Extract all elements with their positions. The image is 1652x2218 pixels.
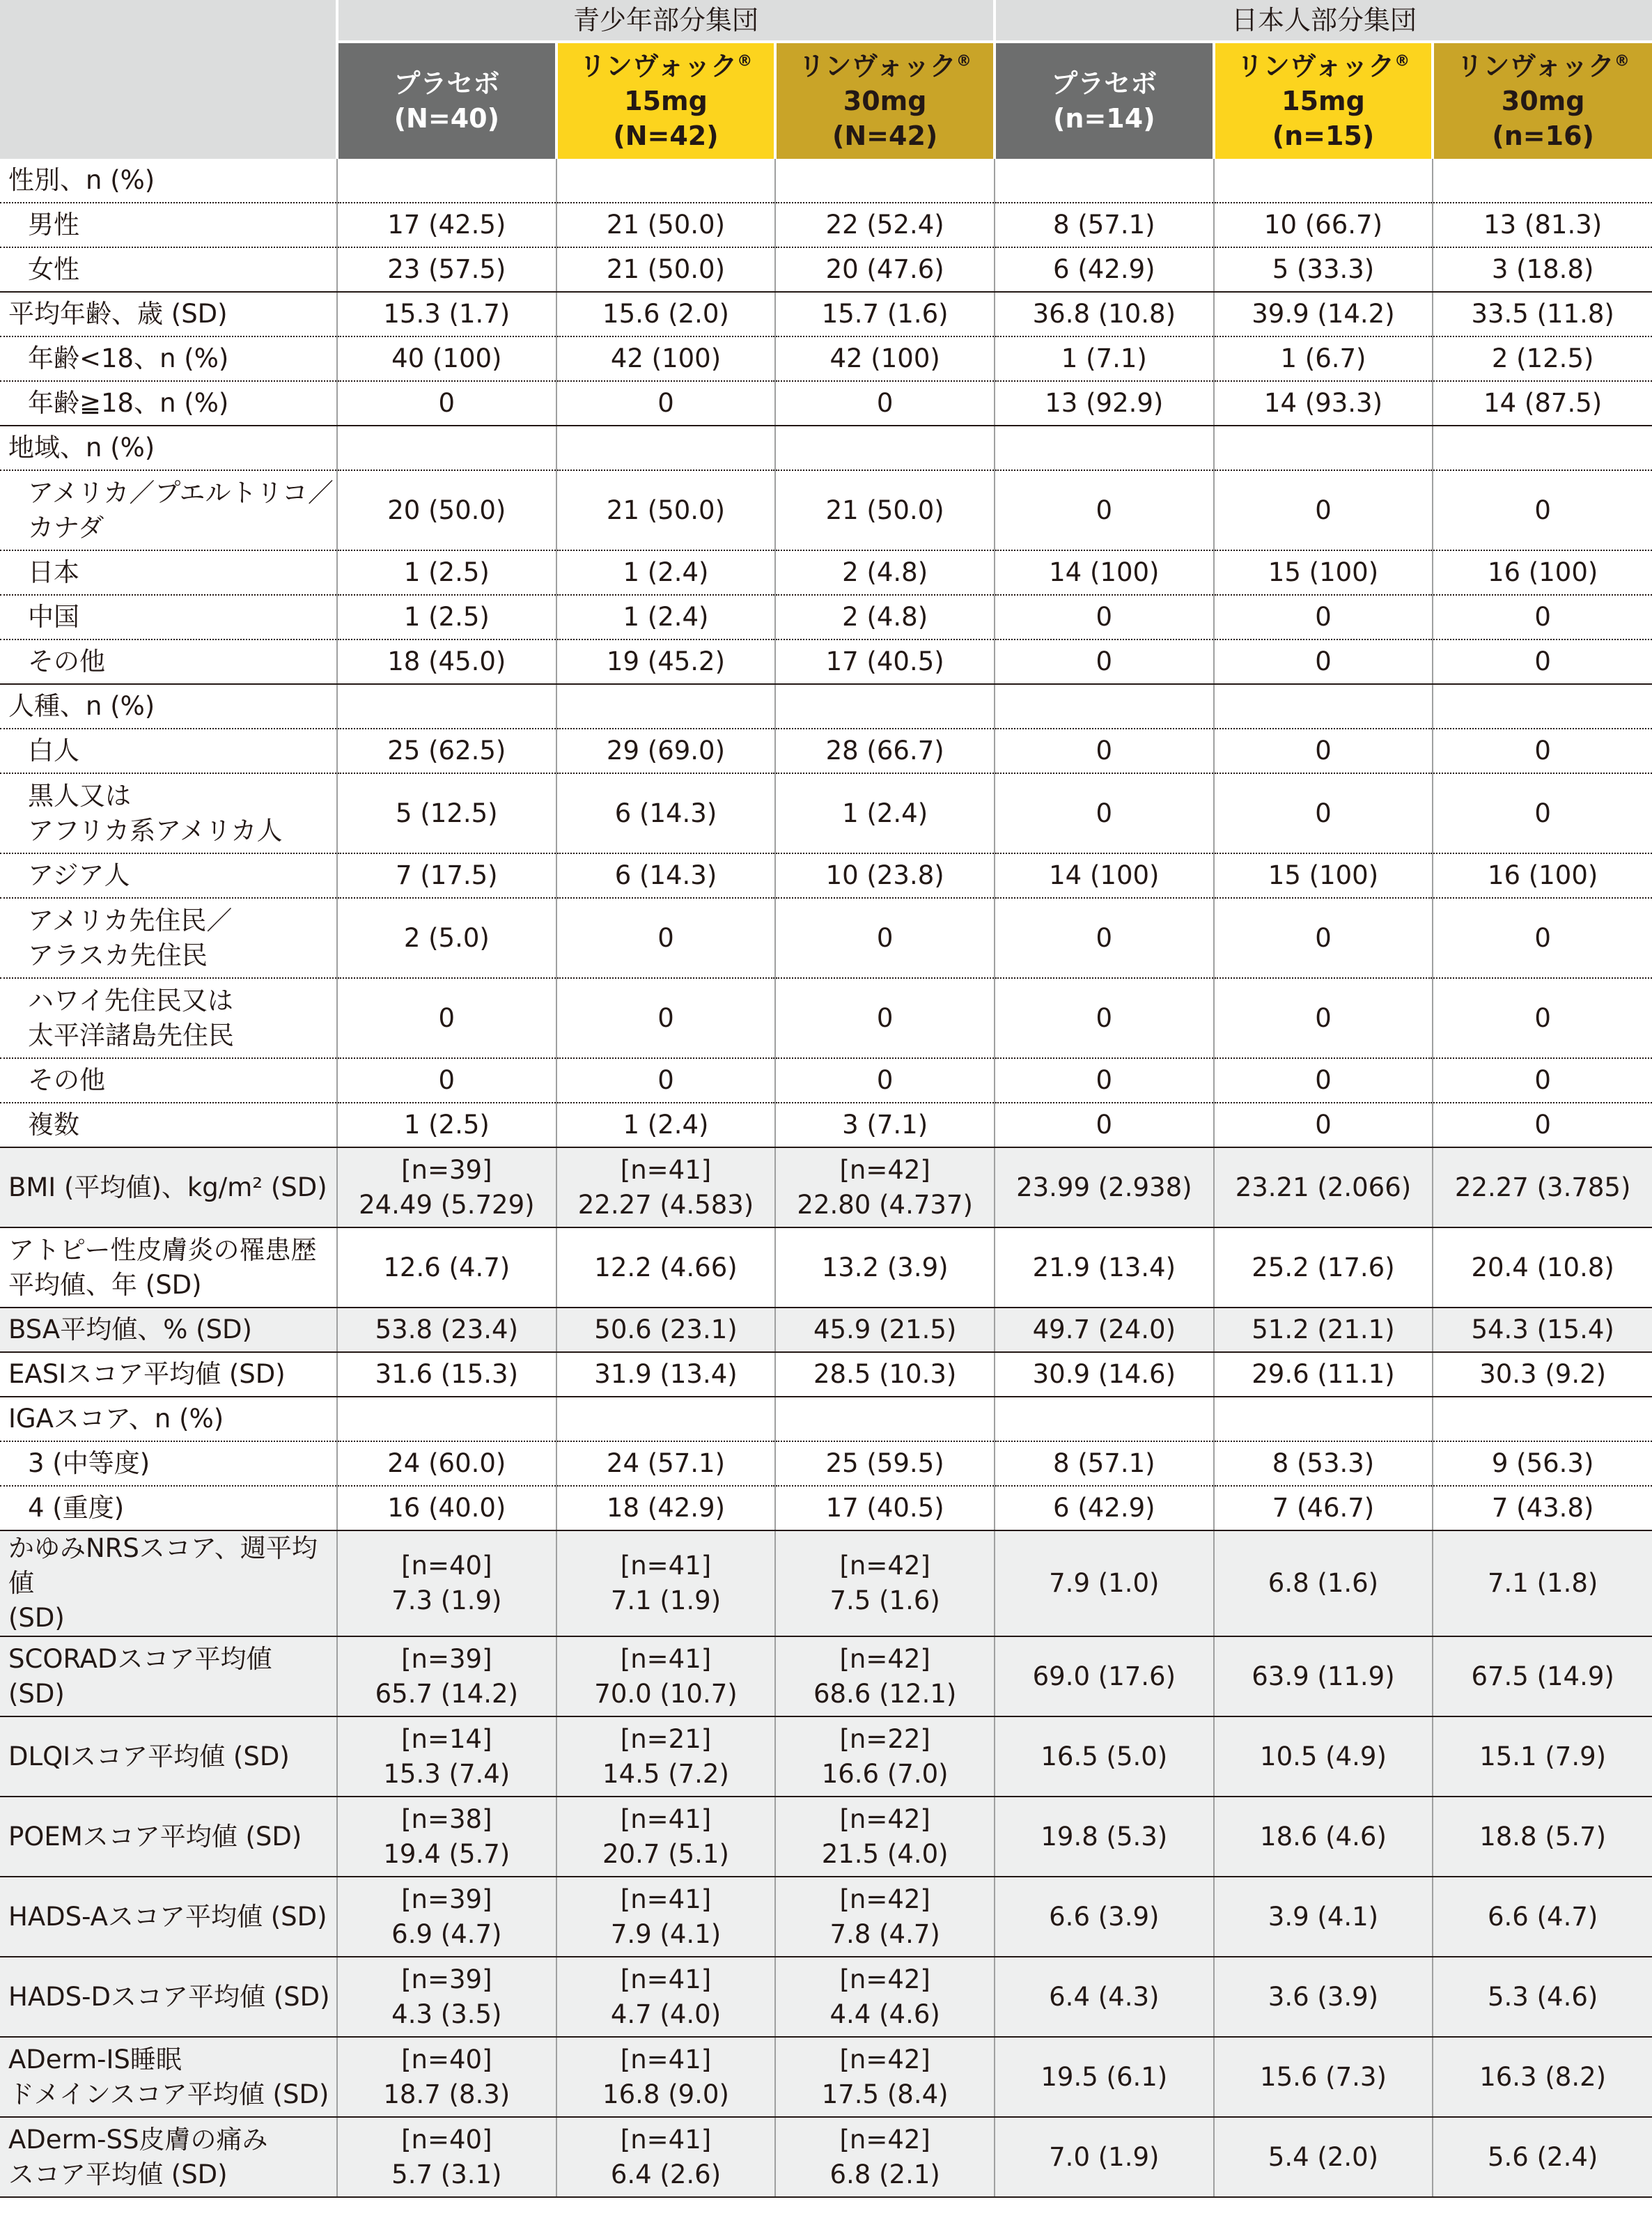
table-cell: 0 bbox=[1433, 978, 1652, 1058]
table-cell: 19.8 (5.3) bbox=[995, 1797, 1214, 1877]
table-cell bbox=[337, 426, 556, 470]
table-cell: 13 (92.9) bbox=[995, 381, 1214, 426]
table-cell: [n=42] 21.5 (4.0) bbox=[775, 1797, 995, 1877]
row-label: アメリカ／プエルトリコ／ カナダ bbox=[0, 470, 337, 550]
table-cell: 10.5 (4.9) bbox=[1214, 1716, 1433, 1797]
table-cell: 7 (17.5) bbox=[337, 853, 556, 898]
table-cell: 7 (43.8) bbox=[1433, 1486, 1652, 1530]
column-header-2 bbox=[556, 42, 776, 159]
row-label: POEMスコア平均値 (SD) bbox=[0, 1797, 337, 1877]
row-label: 平均年齢、歳 (SD) bbox=[0, 292, 337, 336]
table-cell: [n=21] 14.5 (7.2) bbox=[556, 1716, 776, 1797]
table-cell: 3.6 (3.9) bbox=[1214, 1957, 1433, 2037]
column-header-dose: 15mg bbox=[624, 86, 708, 116]
table-cell: 0 bbox=[1433, 898, 1652, 978]
table-cell: 50.6 (23.1) bbox=[556, 1308, 776, 1352]
table-cell bbox=[556, 1397, 776, 1441]
table-cell: 0 bbox=[556, 898, 776, 978]
row-label: BMI (平均値)、kg/m² (SD) bbox=[0, 1147, 337, 1227]
table-cell bbox=[1433, 159, 1652, 203]
column-header-name: プラセボ bbox=[1051, 68, 1158, 99]
table-cell: 30.9 (14.6) bbox=[995, 1352, 1214, 1397]
table-cell: 0 bbox=[995, 978, 1214, 1058]
table-cell bbox=[1214, 684, 1433, 729]
table-cell: 42 (100) bbox=[556, 336, 776, 381]
table-cell: [n=41] 16.8 (9.0) bbox=[556, 2037, 776, 2117]
row-label: HADS-Aスコア平均値 (SD) bbox=[0, 1877, 337, 1957]
row-label: その他 bbox=[0, 1058, 337, 1103]
table-cell: 25.2 (17.6) bbox=[1214, 1227, 1433, 1308]
table-cell: 2 (12.5) bbox=[1433, 336, 1652, 381]
table-cell bbox=[995, 684, 1214, 729]
table-row bbox=[0, 1058, 1652, 1103]
table-cell: [n=39] 4.3 (3.5) bbox=[337, 1957, 556, 2037]
table-cell: 31.9 (13.4) bbox=[556, 1352, 776, 1397]
table-cell: 6 (42.9) bbox=[995, 1486, 1214, 1530]
table-cell: 7.9 (1.0) bbox=[995, 1530, 1214, 1636]
table-cell: [n=42] 22.80 (4.737) bbox=[775, 1147, 995, 1227]
table-cell: [n=42] 7.8 (4.7) bbox=[775, 1877, 995, 1957]
table-cell: 0 bbox=[775, 1058, 995, 1103]
column-header-n: (n=15) bbox=[1272, 121, 1375, 151]
table-cell: [n=41] 6.4 (2.6) bbox=[556, 2117, 776, 2197]
table-cell: 21 (50.0) bbox=[775, 470, 995, 550]
table-row bbox=[0, 1352, 1652, 1397]
table-cell: 36.8 (10.8) bbox=[995, 292, 1214, 336]
table-cell: 16.5 (5.0) bbox=[995, 1716, 1214, 1797]
table-cell: 8 (53.3) bbox=[1214, 1441, 1433, 1486]
row-label: 中国 bbox=[0, 595, 337, 639]
table-cell: 24 (60.0) bbox=[337, 1441, 556, 1486]
table-cell bbox=[995, 426, 1214, 470]
row-label: アトピー性皮膚炎の罹患歴 平均値、年 (SD) bbox=[0, 1227, 337, 1308]
row-label: EASIスコア平均値 (SD) bbox=[0, 1352, 337, 1397]
table-cell: 45.9 (21.5) bbox=[775, 1308, 995, 1352]
table-cell: 12.6 (4.7) bbox=[337, 1227, 556, 1308]
table-cell: 53.8 (23.4) bbox=[337, 1308, 556, 1352]
column-header-n: (N=42) bbox=[832, 121, 938, 151]
row-label: かゆみNRSスコア、週平均値 (SD) bbox=[0, 1530, 337, 1636]
table-cell: 0 bbox=[1214, 729, 1433, 773]
table-cell: 7.1 (1.8) bbox=[1433, 1530, 1652, 1636]
table-cell: 28.5 (10.3) bbox=[775, 1352, 995, 1397]
column-header-name: リンヴォック® bbox=[579, 51, 753, 82]
table-cell: 3 (18.8) bbox=[1433, 247, 1652, 292]
column-header-name: リンヴォック® bbox=[1456, 51, 1630, 82]
table-cell: 13 (81.3) bbox=[1433, 203, 1652, 247]
row-label: アメリカ先住民／ アラスカ先住民 bbox=[0, 898, 337, 978]
column-header-name: リンヴォック® bbox=[798, 51, 972, 82]
row-label: 年齢≧18、n (%) bbox=[0, 381, 337, 426]
table-cell: 0 bbox=[995, 898, 1214, 978]
row-label: DLQIスコア平均値 (SD) bbox=[0, 1716, 337, 1797]
table-cell: 51.2 (21.1) bbox=[1214, 1308, 1433, 1352]
table-cell bbox=[775, 1397, 995, 1441]
table-cell: 17 (42.5) bbox=[337, 203, 556, 247]
column-header-name: プラセボ bbox=[393, 68, 500, 99]
table-cell: 16 (100) bbox=[1433, 853, 1652, 898]
table-cell: 0 bbox=[775, 381, 995, 426]
table-cell bbox=[1433, 684, 1652, 729]
table-cell: 6 (14.3) bbox=[556, 773, 776, 853]
table-cell: 49.7 (24.0) bbox=[995, 1308, 1214, 1352]
table-cell: 28 (66.7) bbox=[775, 729, 995, 773]
row-label: SCORADスコア平均値 (SD) bbox=[0, 1636, 337, 1716]
column-header-dose: 15mg bbox=[1281, 86, 1365, 116]
row-label: 複数 bbox=[0, 1103, 337, 1147]
table-cell bbox=[1214, 1397, 1433, 1441]
table-cell: 0 bbox=[1214, 978, 1433, 1058]
table-row bbox=[0, 550, 1652, 595]
table-cell: [n=41] 70.0 (10.7) bbox=[556, 1636, 776, 1716]
row-label: 日本 bbox=[0, 550, 337, 595]
table-row bbox=[0, 684, 1652, 729]
table-row bbox=[0, 1877, 1652, 1957]
table-row bbox=[0, 1147, 1652, 1227]
table-cell: 0 bbox=[1214, 595, 1433, 639]
table-cell: 0 bbox=[995, 773, 1214, 853]
table-cell: 0 bbox=[995, 470, 1214, 550]
row-label: 男性 bbox=[0, 203, 337, 247]
table-cell: 20 (50.0) bbox=[337, 470, 556, 550]
table-cell: 13.2 (3.9) bbox=[775, 1227, 995, 1308]
table-cell: 0 bbox=[337, 978, 556, 1058]
table-row bbox=[0, 1103, 1652, 1147]
table-cell: 0 bbox=[995, 729, 1214, 773]
table-row bbox=[0, 595, 1652, 639]
table-row bbox=[0, 773, 1652, 853]
table-cell: 0 bbox=[1433, 1103, 1652, 1147]
table-cell: 30.3 (9.2) bbox=[1433, 1352, 1652, 1397]
table-row bbox=[0, 1441, 1652, 1486]
row-label: BSA平均値、% (SD) bbox=[0, 1308, 337, 1352]
row-label: ハワイ先住民又は 太平洋諸島先住民 bbox=[0, 978, 337, 1058]
table-cell bbox=[1433, 426, 1652, 470]
table-cell: 18 (45.0) bbox=[337, 639, 556, 684]
table-cell: 1 (2.4) bbox=[556, 550, 776, 595]
table-cell: 25 (62.5) bbox=[337, 729, 556, 773]
row-label: IGAスコア、n (%) bbox=[0, 1397, 337, 1441]
table-cell: 15 (100) bbox=[1214, 550, 1433, 595]
table-cell: 0 bbox=[1214, 1103, 1433, 1147]
table-cell: 15.7 (1.6) bbox=[775, 292, 995, 336]
table-cell: 0 bbox=[1433, 595, 1652, 639]
table-cell: 14 (100) bbox=[995, 853, 1214, 898]
row-label: 人種、n (%) bbox=[0, 684, 337, 729]
table-row bbox=[0, 1308, 1652, 1352]
table-cell: 31.6 (15.3) bbox=[337, 1352, 556, 1397]
table-row bbox=[0, 381, 1652, 426]
table-cell: 10 (23.8) bbox=[775, 853, 995, 898]
table-cell: 0 bbox=[1433, 773, 1652, 853]
table-cell: 6.6 (3.9) bbox=[995, 1877, 1214, 1957]
table-cell: 2 (4.8) bbox=[775, 595, 995, 639]
table-cell: 25 (59.5) bbox=[775, 1441, 995, 1486]
table-cell: 3 (7.1) bbox=[775, 1103, 995, 1147]
table-cell: 14 (100) bbox=[995, 550, 1214, 595]
table-row bbox=[0, 898, 1652, 978]
table-row bbox=[0, 978, 1652, 1058]
table-cell: 1 (6.7) bbox=[1214, 336, 1433, 381]
table-cell: 18.6 (4.6) bbox=[1214, 1797, 1433, 1877]
column-header-n: (N=40) bbox=[393, 103, 499, 134]
row-label: 3 (中等度) bbox=[0, 1441, 337, 1486]
table-cell: [n=42] 7.5 (1.6) bbox=[775, 1530, 995, 1636]
table-cell: 7.0 (1.9) bbox=[995, 2117, 1214, 2197]
table-cell: 20 (47.6) bbox=[775, 247, 995, 292]
table-cell: 16 (40.0) bbox=[337, 1486, 556, 1530]
table-cell: 0 bbox=[1214, 639, 1433, 684]
table-cell: 1 (2.5) bbox=[337, 1103, 556, 1147]
group-header-japanese: 日本人部分集団 bbox=[995, 0, 1652, 42]
table-cell: 23 (57.5) bbox=[337, 247, 556, 292]
table-cell: 33.5 (11.8) bbox=[1433, 292, 1652, 336]
column-header-3 bbox=[775, 42, 995, 159]
row-label: 性別、n (%) bbox=[0, 159, 337, 203]
table-cell: [n=42] 68.6 (12.1) bbox=[775, 1636, 995, 1716]
table-cell: 8 (57.1) bbox=[995, 203, 1214, 247]
table-row bbox=[0, 1397, 1652, 1441]
table-cell: 16 (100) bbox=[1433, 550, 1652, 595]
table-cell: 19.5 (6.1) bbox=[995, 2037, 1214, 2117]
table-cell: 9 (56.3) bbox=[1433, 1441, 1652, 1486]
table-row bbox=[0, 1957, 1652, 2037]
table-cell: 5 (33.3) bbox=[1214, 247, 1433, 292]
table-cell: 0 bbox=[1433, 1058, 1652, 1103]
column-header-5 bbox=[1214, 42, 1433, 159]
table-cell bbox=[775, 426, 995, 470]
table-cell: 5.4 (2.0) bbox=[1214, 2117, 1433, 2197]
table-cell: 69.0 (17.6) bbox=[995, 1636, 1214, 1716]
table-row bbox=[0, 426, 1652, 470]
table-cell: 42 (100) bbox=[775, 336, 995, 381]
table-row bbox=[0, 1486, 1652, 1530]
table-cell: 5.3 (4.6) bbox=[1433, 1957, 1652, 2037]
table-cell: 6.8 (1.6) bbox=[1214, 1530, 1433, 1636]
table-cell: 40 (100) bbox=[337, 336, 556, 381]
table-cell: [n=39] 6.9 (4.7) bbox=[337, 1877, 556, 1957]
table-cell: 0 bbox=[995, 1103, 1214, 1147]
row-label: 年齢<18、n (%) bbox=[0, 336, 337, 381]
table-cell: 15 (100) bbox=[1214, 853, 1433, 898]
table-cell: 17 (40.5) bbox=[775, 639, 995, 684]
table-cell bbox=[775, 159, 995, 203]
table-row bbox=[0, 1636, 1652, 1716]
table-cell bbox=[337, 159, 556, 203]
table-cell: 17 (40.5) bbox=[775, 1486, 995, 1530]
table-cell: 5.6 (2.4) bbox=[1433, 2117, 1652, 2197]
column-header-dose: 30mg bbox=[843, 86, 927, 116]
table-cell: 8 (57.1) bbox=[995, 1441, 1214, 1486]
table-cell: 18 (42.9) bbox=[556, 1486, 776, 1530]
column-header-name: リンヴォック® bbox=[1236, 51, 1410, 82]
table-cell: 0 bbox=[995, 639, 1214, 684]
row-label: 地域、n (%) bbox=[0, 426, 337, 470]
column-header-dose: 30mg bbox=[1501, 86, 1585, 116]
row-label: アジア人 bbox=[0, 853, 337, 898]
table-cell: [n=41] 4.7 (4.0) bbox=[556, 1957, 776, 2037]
table-cell: 21 (50.0) bbox=[556, 247, 776, 292]
table-cell: 0 bbox=[775, 978, 995, 1058]
table-cell: 18.8 (5.7) bbox=[1433, 1797, 1652, 1877]
table-cell: 15.1 (7.9) bbox=[1433, 1716, 1652, 1797]
column-header-1 bbox=[337, 42, 556, 159]
table-cell: 54.3 (15.4) bbox=[1433, 1308, 1652, 1352]
column-header-n: (n=16) bbox=[1492, 121, 1594, 151]
table-cell: [n=39] 65.7 (14.2) bbox=[337, 1636, 556, 1716]
table-cell: 14 (93.3) bbox=[1214, 381, 1433, 426]
header-corner bbox=[0, 0, 337, 159]
table-cell: 63.9 (11.9) bbox=[1214, 1636, 1433, 1716]
row-label: ADerm-IS睡眠 ドメインスコア平均値 (SD) bbox=[0, 2037, 337, 2117]
table-row bbox=[0, 853, 1652, 898]
table-cell: 0 bbox=[556, 978, 776, 1058]
table-row bbox=[0, 203, 1652, 247]
table-cell: 20.4 (10.8) bbox=[1433, 1227, 1652, 1308]
table-cell: 0 bbox=[1214, 1058, 1433, 1103]
table-cell bbox=[995, 1397, 1214, 1441]
table-cell bbox=[556, 684, 776, 729]
table-cell: 23.99 (2.938) bbox=[995, 1147, 1214, 1227]
table-cell: 21.9 (13.4) bbox=[995, 1227, 1214, 1308]
table-cell: 0 bbox=[556, 381, 776, 426]
table-cell: [n=41] 7.9 (4.1) bbox=[556, 1877, 776, 1957]
table-cell: 19 (45.2) bbox=[556, 639, 776, 684]
table-cell: [n=40] 18.7 (8.3) bbox=[337, 2037, 556, 2117]
table-cell bbox=[556, 159, 776, 203]
table-cell bbox=[556, 426, 776, 470]
table-cell: 2 (5.0) bbox=[337, 898, 556, 978]
table-row bbox=[0, 2037, 1652, 2117]
table-row bbox=[0, 639, 1652, 684]
table-cell: [n=41] 22.27 (4.583) bbox=[556, 1147, 776, 1227]
table-cell: 0 bbox=[1433, 729, 1652, 773]
table-cell: 0 bbox=[1214, 898, 1433, 978]
table-cell: 1 (2.5) bbox=[337, 550, 556, 595]
table-cell bbox=[995, 159, 1214, 203]
table-cell: [n=42] 17.5 (8.4) bbox=[775, 2037, 995, 2117]
table-cell: 2 (4.8) bbox=[775, 550, 995, 595]
table-cell: 6.6 (4.7) bbox=[1433, 1877, 1652, 1957]
table-cell: 21 (50.0) bbox=[556, 470, 776, 550]
table-cell: 1 (7.1) bbox=[995, 336, 1214, 381]
table-row bbox=[0, 470, 1652, 550]
table-cell: 1 (2.5) bbox=[337, 595, 556, 639]
table-cell: [n=39] 24.49 (5.729) bbox=[337, 1147, 556, 1227]
table-cell: [n=22] 16.6 (7.0) bbox=[775, 1716, 995, 1797]
table-cell: [n=42] 4.4 (4.6) bbox=[775, 1957, 995, 2037]
table-cell: [n=38] 19.4 (5.7) bbox=[337, 1797, 556, 1877]
table-cell: 15.6 (2.0) bbox=[556, 292, 776, 336]
table-cell: 29 (69.0) bbox=[556, 729, 776, 773]
table-cell: 0 bbox=[775, 898, 995, 978]
row-label: 白人 bbox=[0, 729, 337, 773]
table-cell: 6.4 (4.3) bbox=[995, 1957, 1214, 2037]
table-cell: 0 bbox=[337, 381, 556, 426]
table-cell: 0 bbox=[1433, 470, 1652, 550]
table-cell: [n=41] 7.1 (1.9) bbox=[556, 1530, 776, 1636]
table-cell: 1 (2.4) bbox=[556, 595, 776, 639]
table-cell: [n=40] 5.7 (3.1) bbox=[337, 2117, 556, 2197]
table-cell: 3.9 (4.1) bbox=[1214, 1877, 1433, 1957]
table-cell: 24 (57.1) bbox=[556, 1441, 776, 1486]
row-label: 女性 bbox=[0, 247, 337, 292]
table-row bbox=[0, 1530, 1652, 1636]
table-row bbox=[0, 247, 1652, 292]
table-row bbox=[0, 159, 1652, 203]
table-cell bbox=[1214, 159, 1433, 203]
table-cell: 5 (12.5) bbox=[337, 773, 556, 853]
table-cell: 22 (52.4) bbox=[775, 203, 995, 247]
table-cell: 22.27 (3.785) bbox=[1433, 1147, 1652, 1227]
row-label: 黒人又は アフリカ系アメリカ人 bbox=[0, 773, 337, 853]
table-cell: 23.21 (2.066) bbox=[1214, 1147, 1433, 1227]
table-cell: [n=41] 20.7 (5.1) bbox=[556, 1797, 776, 1877]
table-row bbox=[0, 292, 1652, 336]
table-cell: 29.6 (11.1) bbox=[1214, 1352, 1433, 1397]
table-cell: 15.6 (7.3) bbox=[1214, 2037, 1433, 2117]
table-cell: 1 (2.4) bbox=[775, 773, 995, 853]
table-cell: [n=40] 7.3 (1.9) bbox=[337, 1530, 556, 1636]
table-cell bbox=[775, 684, 995, 729]
table-cell bbox=[337, 1397, 556, 1441]
column-header-n: (n=14) bbox=[1053, 103, 1155, 134]
table-cell: 0 bbox=[556, 1058, 776, 1103]
table-cell: [n=14] 15.3 (7.4) bbox=[337, 1716, 556, 1797]
column-header-n: (N=42) bbox=[613, 121, 719, 151]
table-cell: 0 bbox=[1214, 773, 1433, 853]
table-cell: 0 bbox=[995, 595, 1214, 639]
table-cell: 6 (42.9) bbox=[995, 247, 1214, 292]
table-row bbox=[0, 1716, 1652, 1797]
table-cell: 0 bbox=[995, 1058, 1214, 1103]
table-cell: 6 (14.3) bbox=[556, 853, 776, 898]
table-cell bbox=[1433, 1397, 1652, 1441]
row-label: ADerm-SS皮膚の痛み スコア平均値 (SD) bbox=[0, 2117, 337, 2197]
table-cell: 39.9 (14.2) bbox=[1214, 292, 1433, 336]
table-row bbox=[0, 1797, 1652, 1877]
table-cell: 10 (66.7) bbox=[1214, 203, 1433, 247]
row-label: その他 bbox=[0, 639, 337, 684]
table-cell: 16.3 (8.2) bbox=[1433, 2037, 1652, 2117]
table-row bbox=[0, 1227, 1652, 1308]
row-label: 4 (重度) bbox=[0, 1486, 337, 1530]
table-cell: 0 bbox=[1214, 470, 1433, 550]
table-row bbox=[0, 729, 1652, 773]
table-cell: 0 bbox=[337, 1058, 556, 1103]
table-row bbox=[0, 2117, 1652, 2197]
table-row bbox=[0, 336, 1652, 381]
table-cell: 0 bbox=[1433, 639, 1652, 684]
table-cell: 15.3 (1.7) bbox=[337, 292, 556, 336]
column-header-4 bbox=[995, 42, 1214, 159]
table-cell: 1 (2.4) bbox=[556, 1103, 776, 1147]
row-label: HADS-Dスコア平均値 (SD) bbox=[0, 1957, 337, 2037]
group-header-adolescent: 青少年部分集団 bbox=[337, 0, 995, 42]
table-cell bbox=[337, 684, 556, 729]
table-cell: [n=42] 6.8 (2.1) bbox=[775, 2117, 995, 2197]
table-cell: 67.5 (14.9) bbox=[1433, 1636, 1652, 1716]
column-header-6 bbox=[1433, 42, 1652, 159]
table-cell bbox=[1214, 426, 1433, 470]
table-cell: 7 (46.7) bbox=[1214, 1486, 1433, 1530]
table-cell: 21 (50.0) bbox=[556, 203, 776, 247]
table-cell: 14 (87.5) bbox=[1433, 381, 1652, 426]
table-cell: 12.2 (4.66) bbox=[556, 1227, 776, 1308]
